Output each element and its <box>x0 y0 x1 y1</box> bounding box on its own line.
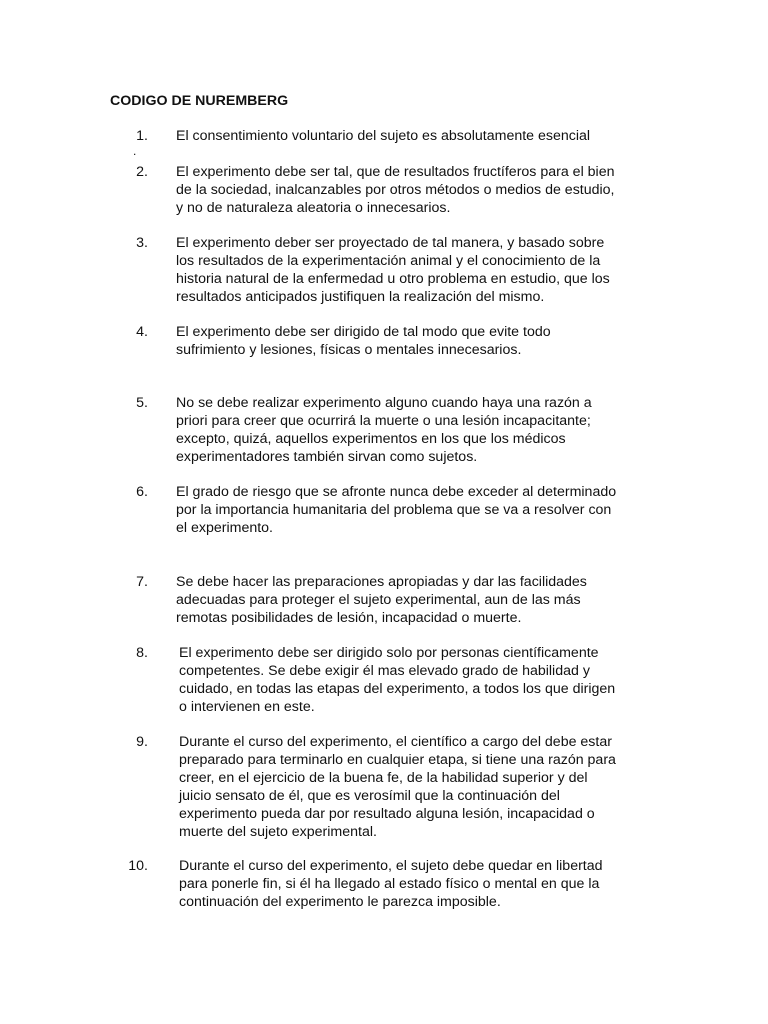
item-line: preparado para terminarlo en cualquier etapa, si tiene una razón para <box>179 752 616 769</box>
item-line: continuación del experimento le parezca imposible. <box>179 894 501 911</box>
item-line: historia natural de la enfermedad u otro problema en estudio, que los <box>176 271 610 288</box>
item-line: Se debe hacer las preparaciones apropiadas y dar las facilidades <box>176 574 587 590</box>
item-number: 1. <box>136 128 148 144</box>
item-line: resultados anticipados justifiquen la realización del mismo. <box>176 289 545 306</box>
item-line: adecuadas para proteger el sujeto experimental, aun de las más <box>176 592 581 609</box>
item-number: 8. <box>136 645 148 661</box>
item-line: sufrimiento y lesiones, físicas o mentales innecesarios. <box>176 342 522 359</box>
item-line: El consentimiento voluntario del sujeto es absolutamente esencial <box>176 128 591 144</box>
item-line: Durante el curso del experimento, el sujeto debe quedar en libertad <box>179 858 603 874</box>
item-line: El grado de riesgo que se afronte nunca debe exceder al determinado <box>176 484 617 500</box>
item-line: El experimento debe ser tal, que de resultados fructíferos para el bien <box>176 164 615 180</box>
item-text <box>176 163 676 217</box>
item-line: remotas posibilidades de lesión, incapacidad o muerte. <box>176 610 522 627</box>
item-line: El experimento debe ser dirigido de tal modo que evite todo <box>176 324 551 340</box>
item-line: El experimento debe ser dirigido solo por personas científicamente <box>179 645 599 661</box>
item-number: 3. <box>136 235 148 251</box>
item-line: priori para creer que ocurrirá la muerte o una lesión incapacitante; <box>176 413 591 430</box>
item-line: excepto, quizá, aquellos experimentos en los que los médicos <box>176 431 566 448</box>
item-line: No se debe realizar experimento alguno cuando haya una razón a <box>176 395 592 411</box>
item-line: El experimento deber ser proyectado de tal manera, y basado sobre <box>176 235 605 251</box>
item-line: muerte del sujeto experimental. <box>179 824 377 841</box>
stray-mark: . <box>133 144 137 158</box>
item-number: 7. <box>136 574 148 590</box>
item-line: el experimento. <box>176 520 273 537</box>
item-text <box>179 857 679 911</box>
item-number: 9. <box>136 734 148 750</box>
item-number: 10. <box>128 858 148 874</box>
item-line: para ponerle fin, si él ha llegado al estado físico o mental en que la <box>179 876 600 893</box>
item-text <box>176 323 676 359</box>
item-line: cuidado, en todas las etapas del experimento, a todos los que dirigen <box>179 681 616 698</box>
item-text <box>179 733 679 842</box>
item-line: por la importancia humanitaria del problema que se va a resolver con <box>176 502 612 519</box>
item-number: 2. <box>136 164 148 180</box>
item-line: creer, en el ejercicio de la buena fe, de la habilidad superior y del <box>179 770 588 787</box>
item-text <box>179 644 679 716</box>
item-text <box>176 394 676 466</box>
item-line: experimento pueda dar por resultado alguna lesión, incapacidad o <box>179 806 595 823</box>
item-line: de la sociedad, inalcanzables por otros métodos o medios de estudio, <box>176 182 615 199</box>
item-line: experimentadores también sirvan como sujetos. <box>176 449 478 466</box>
item-text <box>176 483 676 537</box>
item-line: Durante el curso del experimento, el científico a cargo del debe estar <box>179 734 612 750</box>
item-line: competentes. Se debe exigir él mas elevado grado de habilidad y <box>179 663 590 680</box>
item-line: o intervienen en este. <box>179 699 315 716</box>
item-line: y no de naturaleza aleatoria o innecesarios. <box>176 200 451 217</box>
item-number: 5. <box>136 395 148 411</box>
item-text <box>176 573 676 627</box>
item-text <box>176 127 676 145</box>
item-number: 4. <box>136 324 148 340</box>
item-line: los resultados de la experimentación animal y el conocimiento de la <box>176 253 601 270</box>
document-title: CODIGO DE NUREMBERG <box>110 93 289 109</box>
item-text <box>176 234 676 306</box>
item-number: 6. <box>136 484 148 500</box>
item-line: juicio sensato de él, que es verosímil que la continuación del <box>179 788 560 805</box>
